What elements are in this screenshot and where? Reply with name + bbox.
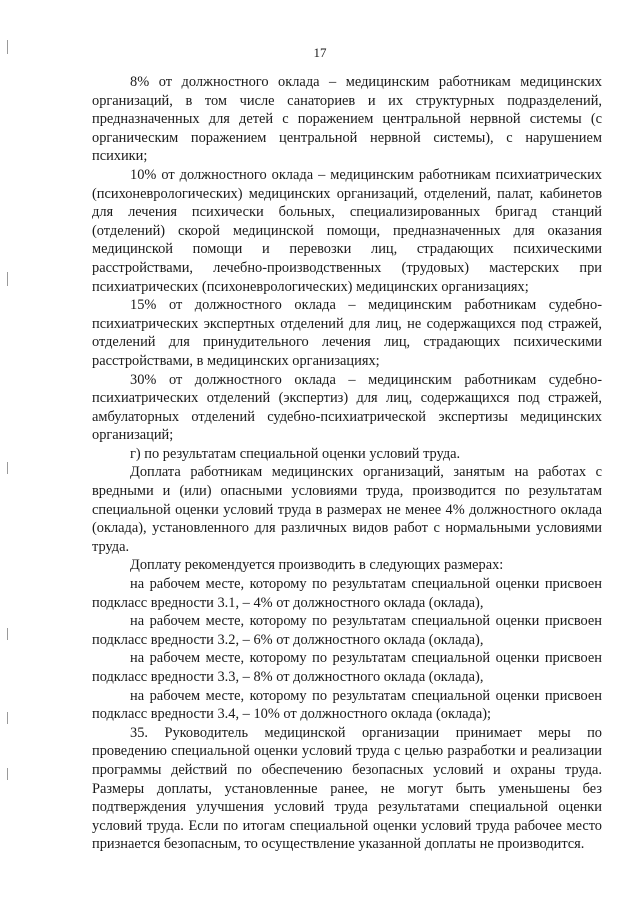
paragraph-subclass-3-2: на рабочем месте, которому по результатам специальной оценки присвоен подкласс вредности 3.2, – 6% от должностного оклада (оклада), bbox=[92, 613, 602, 648]
page-body bbox=[92, 73, 602, 854]
paragraph-15-percent: 15% от должностного оклада – медицинским работникам судебно-психиатрических экспертных отделений для лиц, не содержащихся под стражей, отделений для принудительного лечения лиц, страдающих психическими расстройствами, в медицинских организациях; bbox=[92, 297, 602, 369]
paragraph-recommended-sizes: Доплату рекомендуется производить в следующих размерах: bbox=[130, 557, 504, 574]
paragraph-item-g: г) по результатам специальной оценки условий труда. bbox=[130, 445, 461, 462]
paragraph-clause-35: 35. Руководитель медицинской организации принимает меры по проведению специальной оценки условий труда с целью разработки и реализации программы действий по обеспечению безопасных условий и охраны труда. Размеры доплаты, установленные ранее, не могут быть уменьшены без подтверждения улучшения условий труда результатами специальной оценки условий труда. Если по итогам специальной оценки условий труда рабочее место признается безопасным, то осуществление указанной доплаты не производится. bbox=[92, 724, 602, 853]
paragraph-8-percent: 8% от должностного оклада – медицинским работникам медицинских организаций, в том числе санаториев и их структурных подразделений, предназначенных для детей с поражением центральной нервной системы (с органическим поражением центральной нервной системы), с нарушением психики; bbox=[92, 74, 602, 165]
paragraph-30-percent: 30% от должностного оклада – медицинским работникам судебно-психиатрических отделений (экспертиз) для лиц, содержащихся под стражей, амбулаторных отделений судебно-психиатрической экспертизы медицинских организаций; bbox=[92, 371, 602, 444]
paragraph-subclass-3-4: на рабочем месте, которому по результатам специальной оценки присвоен подкласс вредности 3.4, – 10% от должностного оклада (оклада); bbox=[92, 687, 602, 723]
paragraph-subclass-3-3: на рабочем месте, которому по результатам специальной оценки присвоен подкласс вредности 3.3, – 8% от должностного оклада (оклада), bbox=[92, 650, 602, 685]
scan-edge-mark bbox=[7, 712, 8, 724]
scan-edge-mark bbox=[7, 628, 8, 640]
paragraph-surcharge-rule: Доплата работникам медицинских организаций, занятым на работах с вредными и (или) опасными условиями труда, производится по результатам специальной оценки условий труда в размерах не менее 4% должностного оклада (оклада), установленного для различных видов работ с нормальными условиями труда. bbox=[92, 464, 602, 555]
paragraph-subclass-3-1: на рабочем месте, которому по результатам специальной оценки присвоен подкласс вредности 3.1, – 4% от должностного оклада (оклада), bbox=[92, 576, 602, 611]
paragraph-10-percent: 10% от должностного оклада – медицинским работникам психиатрических (психоневрологических) медицинских организаций, отделений, палат, кабинетов для лечения психически больных, специализированных бригад станций (отделений) скорой медицинской помощи, предназначенных для оказания медицинской помощи и перевозки лиц, страдающих психическими расстройствами, лечебно-производственных (трудовых) мастерских при психиатрических (психоневрологических) медицинских организациях; bbox=[92, 166, 602, 295]
scan-edge-mark bbox=[7, 272, 8, 286]
scan-edge-mark bbox=[7, 768, 8, 780]
scan-edge-mark bbox=[7, 462, 8, 474]
page-number: 17 bbox=[313, 45, 327, 60]
